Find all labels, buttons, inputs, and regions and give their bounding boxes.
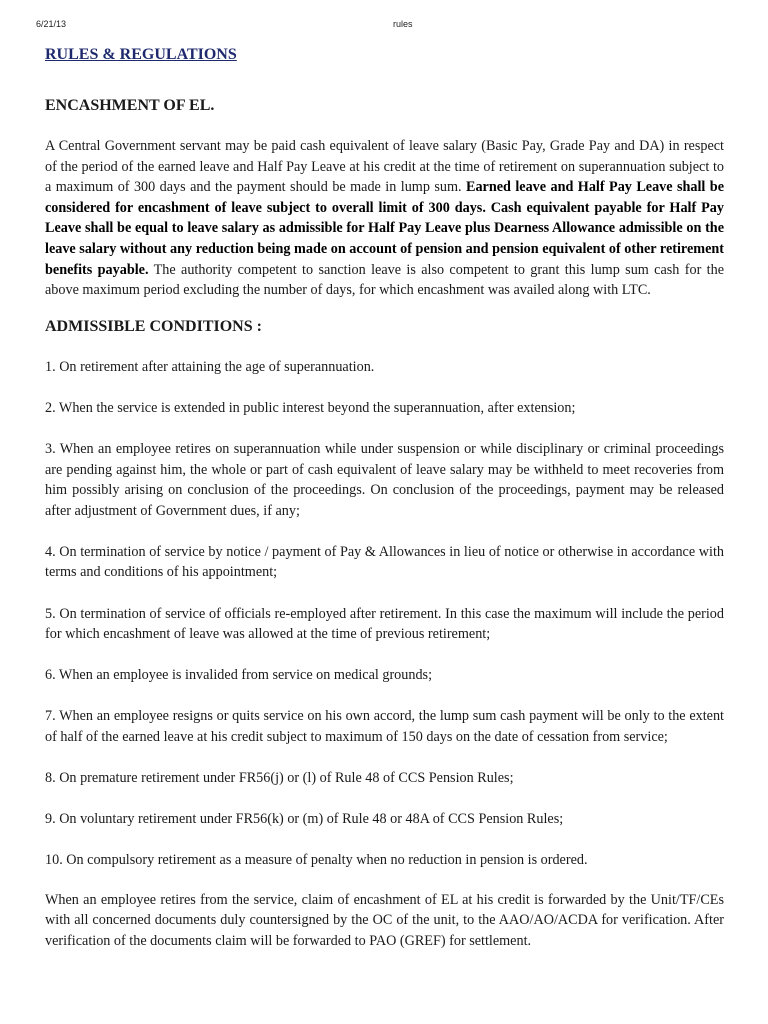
condition-item: 2. When the service is extended in public interest beyond the superannuation, after extension; <box>45 399 576 416</box>
condition-item: 7. When an employee resigns or quits service on his own accord, the lump sum cash payment will be only to the extent of half of the earned leave at his credit subject to maximum of 150 days on the date of cessation from service; <box>45 708 724 745</box>
intro-text-bold: Earned leave and Half Pay Leave shall be considered for encashment of leave subject to overall limit of 300 days. Cash equivalent payable for Half Pay Leave shall be equal to leave salary as admissible for Half Pay Leave plus Dearness Allowance admissible on the leave salary without any reduction being made on account of pension and pension equivalent of other retirement benefits payable. <box>45 179 724 278</box>
intro-text-part1: A Central Government servant may be paid cash equivalent of leave salary (Basic Pay, Grade Pay and DA) in respect of the period of the earned leave and Half Pay Leave at his credit at the time of retirement on superannuation subject to a maximum of 300 days and the payment should be made in lump sum. <box>45 138 724 196</box>
condition-item: 1. On retirement after attaining the age of superannuation. <box>45 358 375 375</box>
condition-item: 5. On termination of service of officials re-employed after retirement. In this case the maximum will include the period for which encashment of leave was allowed at the time of previous retirement; <box>45 605 724 643</box>
condition-item: 4. On termination of service by notice / payment of Pay & Allowances in lieu of notice or otherwise in accordance with terms and conditions of his appointment; <box>45 543 724 581</box>
page-title: RULES & REGULATIONS <box>45 46 237 63</box>
print-doc-title: rules <box>393 19 413 29</box>
document-body <box>45 44 724 952</box>
intro-paragraph <box>45 136 724 301</box>
intro-text-part2: The authority competent to sanction leave is also competent to grant this lump sum cash for the above maximum period excluding the number of days, for which encashment was availed along with LTC. <box>45 261 724 299</box>
closing-paragraph: When an employee retires from the service, claim of encashment of EL at his credit is forwarded by the Unit/TF/CEs with all concerned documents duly countersigned by the OC of the unit, to the AAO/AO/ACDA for verification. After verification of the documents claim will be forwarded to PAO (GREF) for settlement. <box>45 891 724 949</box>
section-heading-encashment: ENCASHMENT OF EL. <box>45 97 215 114</box>
condition-item: 10. On compulsory retirement as a measure of penalty when no reduction in pension is ordered. <box>45 852 588 869</box>
condition-item: 6. When an employee is invalided from service on medical grounds; <box>45 667 433 684</box>
section-heading-conditions: ADMISSIBLE CONDITIONS : <box>45 317 262 335</box>
print-date: 6/21/13 <box>36 19 67 29</box>
condition-item: 8. On premature retirement under FR56(j) or (l) of Rule 48 of CCS Pension Rules; <box>45 769 514 786</box>
condition-item: 3. When an employee retires on superannuation while under suspension or while disciplinary or criminal proceedings are pending against him, the whole or part of cash equivalent of leave salary may be withheld to meet recoveries from him possibly arising on conclusion of the proceedings. On conclusion of the proceedings, payment may be released after adjustment of Government dues, if any; <box>45 440 724 519</box>
condition-item: 9. On voluntary retirement under FR56(k) or (m) of Rule 48 or 48A of CCS Pension Rules; <box>45 811 564 828</box>
print-header <box>0 19 768 33</box>
